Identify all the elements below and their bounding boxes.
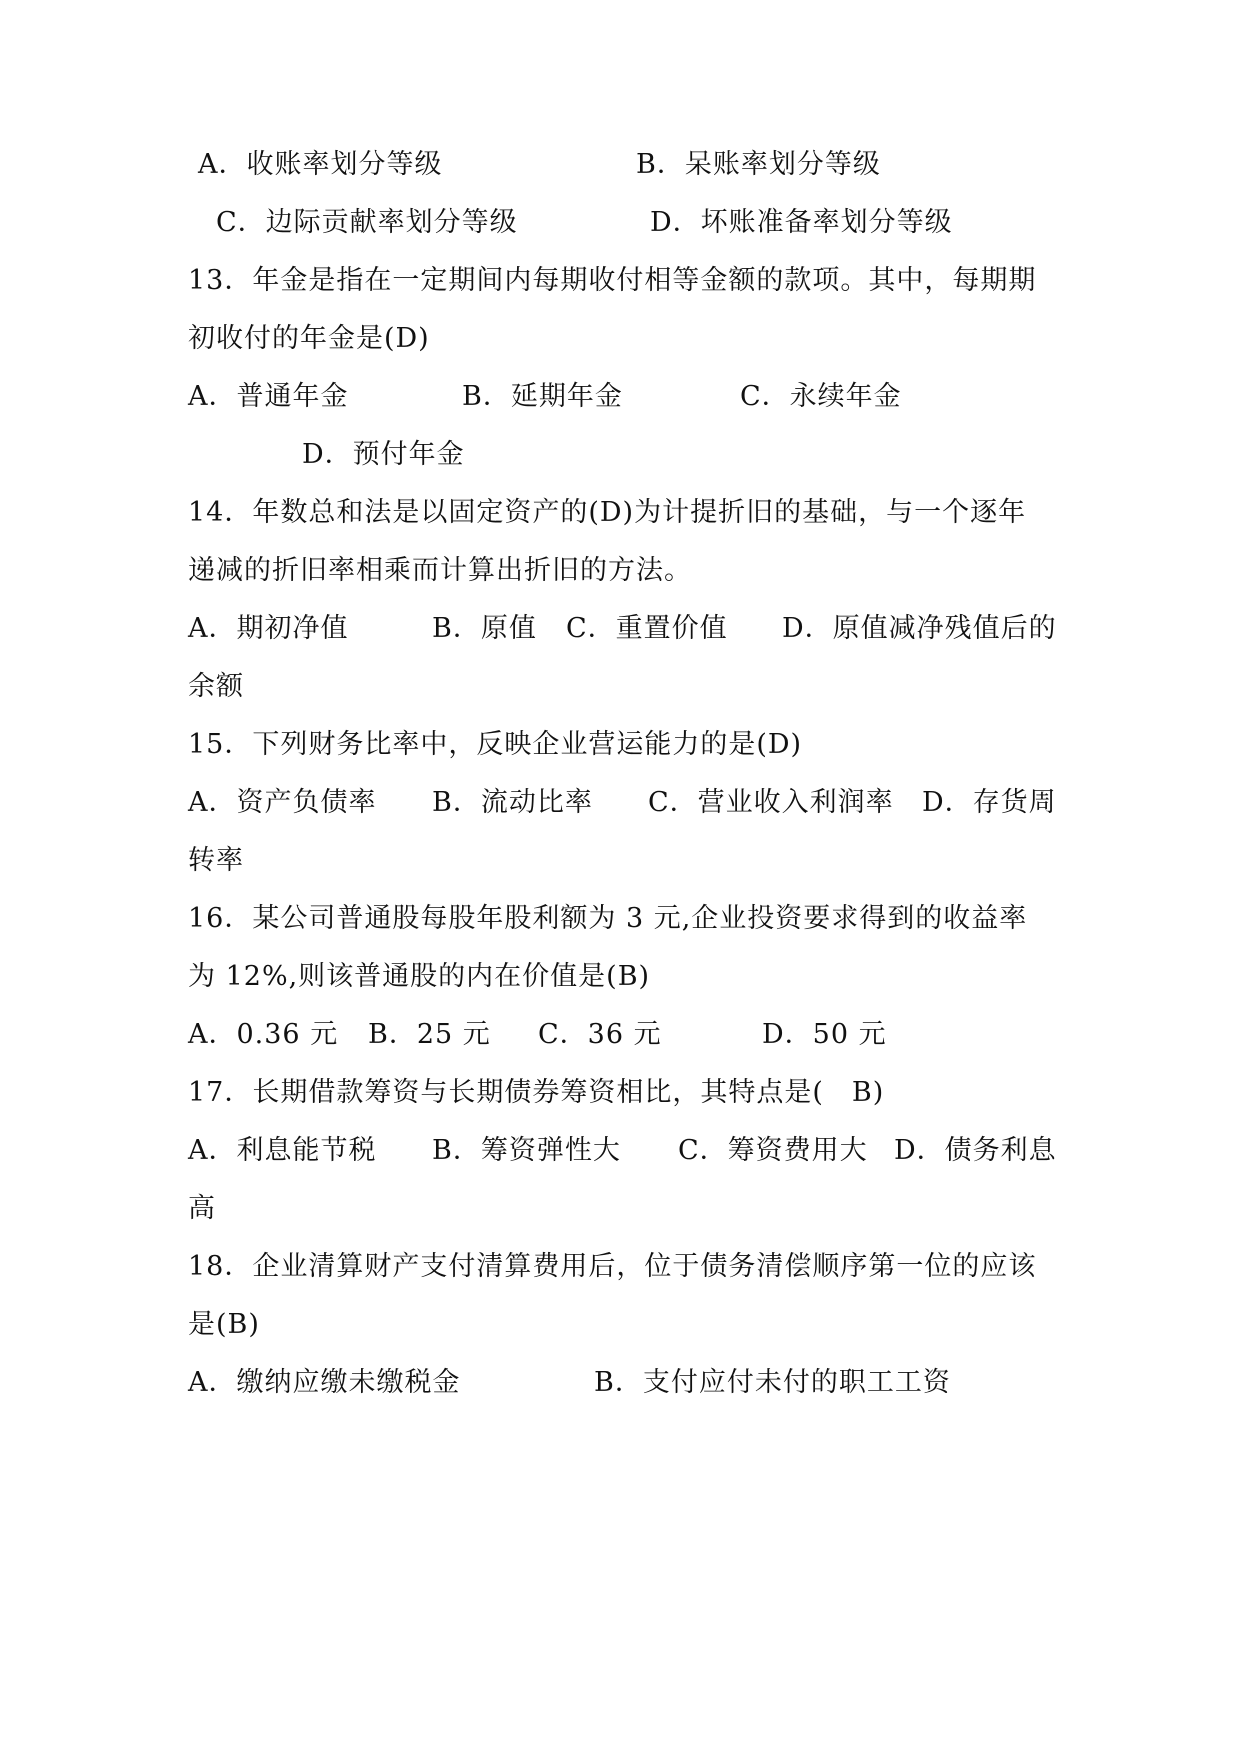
q16-text-line2: 为 12%,则该普通股的内在价值是(B) — [188, 961, 651, 992]
q13-option-d: D．预付年金 — [302, 439, 465, 470]
q16-option-b: B．25 元 — [368, 1019, 491, 1050]
q18-text-line1: 18．企业清算财产支付清算费用后，位于债务清偿顺序第一位的应该 — [188, 1251, 1037, 1282]
q17-option-a: A．利息能节税 — [188, 1135, 377, 1166]
q18-text-line2: 是(B) — [188, 1309, 260, 1340]
q15-option-d: D．存货周 — [922, 787, 1057, 818]
q15-option-d-continued: 转率 — [188, 845, 244, 876]
prev-option-b: B．呆账率划分等级 — [636, 149, 881, 180]
q17-text-line1: 17．长期借款筹资与长期债券筹资相比，其特点是( B) — [188, 1077, 885, 1108]
q17-option-b: B．筹资弹性大 — [432, 1135, 621, 1166]
prev-option-c: C．边际贡献率划分等级 — [216, 207, 518, 238]
q14-option-d: D．原值减净残值后的 — [782, 613, 1057, 644]
q17-option-d-continued: 高 — [188, 1193, 216, 1224]
q14-text-line1: 14．年数总和法是以固定资产的(D)为计提折旧的基础，与一个逐年 — [188, 497, 1027, 528]
q13-text-line1: 13．年金是指在一定期间内每期收付相等金额的款项。其中，每期期 — [188, 265, 1037, 296]
q16-option-a: A．0.36 元 — [188, 1019, 339, 1050]
q13-option-b: B．延期年金 — [462, 381, 623, 412]
q15-option-b: B．流动比率 — [432, 787, 593, 818]
q16-option-d: D．50 元 — [762, 1019, 887, 1050]
q15-option-c: C．营业收入利润率 — [648, 787, 894, 818]
q17-option-c: C．筹资费用大 — [678, 1135, 868, 1166]
q17-option-d: D．债务利息 — [894, 1135, 1057, 1166]
q14-option-a: A．期初净值 — [188, 613, 349, 644]
q16-text-line1: 16．某公司普通股每股年股利额为 3 元,企业投资要求得到的收益率 — [188, 903, 1028, 934]
q14-option-b: B．原值 — [432, 613, 537, 644]
prev-option-a: A．收账率划分等级 — [198, 149, 443, 180]
q14-text-line2: 递减的折旧率相乘而计算出折旧的方法。 — [188, 555, 692, 586]
q18-option-b: B．支付应付未付的职工工资 — [594, 1367, 951, 1398]
q14-option-c: C．重置价值 — [566, 613, 728, 644]
q13-option-a: A．普通年金 — [188, 381, 349, 412]
q15-text-line1: 15．下列财务比率中，反映企业营运能力的是(D) — [188, 729, 803, 760]
q18-option-a: A．缴纳应缴未缴税金 — [188, 1367, 461, 1398]
q16-option-c: C．36 元 — [538, 1019, 662, 1050]
prev-option-d: D．坏账准备率划分等级 — [650, 207, 953, 238]
q15-option-a: A．资产负债率 — [188, 787, 377, 818]
q14-option-d-continued: 余额 — [188, 671, 244, 702]
q13-option-c: C．永续年金 — [740, 381, 902, 412]
q13-text-line2: 初收付的年金是(D) — [188, 323, 430, 354]
